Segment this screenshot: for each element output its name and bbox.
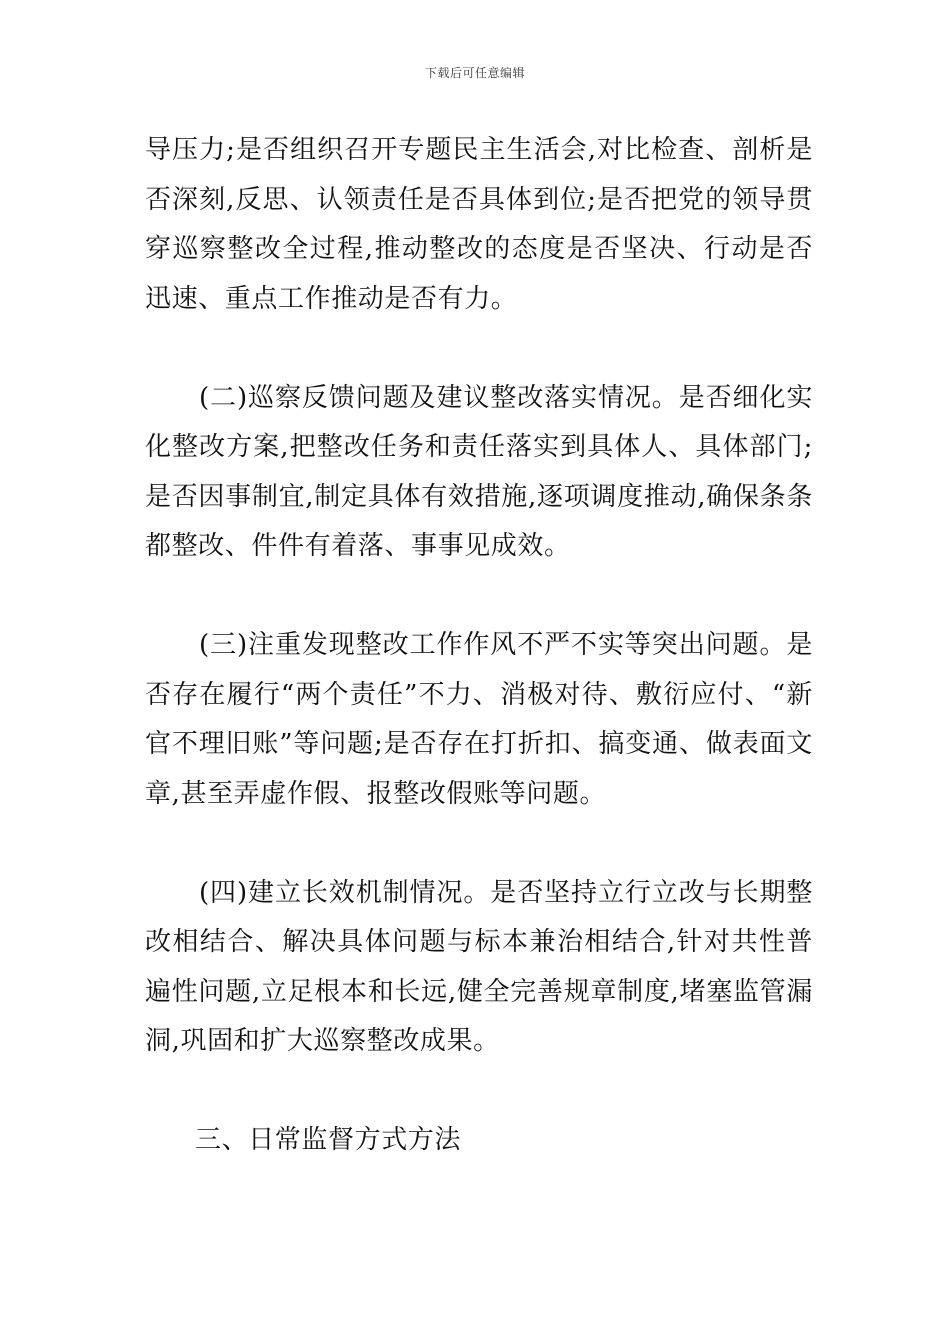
page-header: 下载后可任意编辑 (424, 66, 525, 80)
paragraph-section-4: (四)建立长效机制情况。是否坚持立行立改与长期整改相结合、解决具体问题与标本兼治相结合,针对共性普遍性问题,立足根本和长远,健全完善规章制度,堵塞监管漏洞,巩固和扩大巡察整改成果。 (145, 877, 813, 1056)
document-body (145, 126, 813, 1166)
paragraph-section-2: (二)巡察反馈问题及建议整改落实情况。是否细化实化整改方案,把整改任务和责任落实到具体人、具体部门;是否因事制宜,制定具体有效措施,逐项调度推动,确保条条都整改、件件有着落、事事见成效。 (145, 382, 813, 561)
paragraph-continuation: 导压力;是否组织召开专题民主生活会,对比检查、剖析是否深刻,反思、认领责任是否具体到位;是否把党的领导贯穿巡察整改全过程,推动整改的态度是否坚决、行动是否迅速、重点工作推动是否有力。 (145, 135, 813, 314)
paragraph-gap (145, 819, 813, 869)
paragraph-gap (145, 1067, 813, 1117)
paragraph-section-3: (三)注重发现整改工作作风不严不实等突出问题。是否存在履行“两个责任”不力、消极对待、敷衍应付、“新官不理旧账”等问题;是否存在打折扣、搞变通、做表面文章,甚至弄虚作假、报整改假账等问题。 (145, 630, 813, 809)
paragraph-gap (145, 572, 813, 622)
paragraph-gap (145, 324, 813, 374)
section-heading: 三、日常监督方式方法 (195, 1125, 462, 1155)
